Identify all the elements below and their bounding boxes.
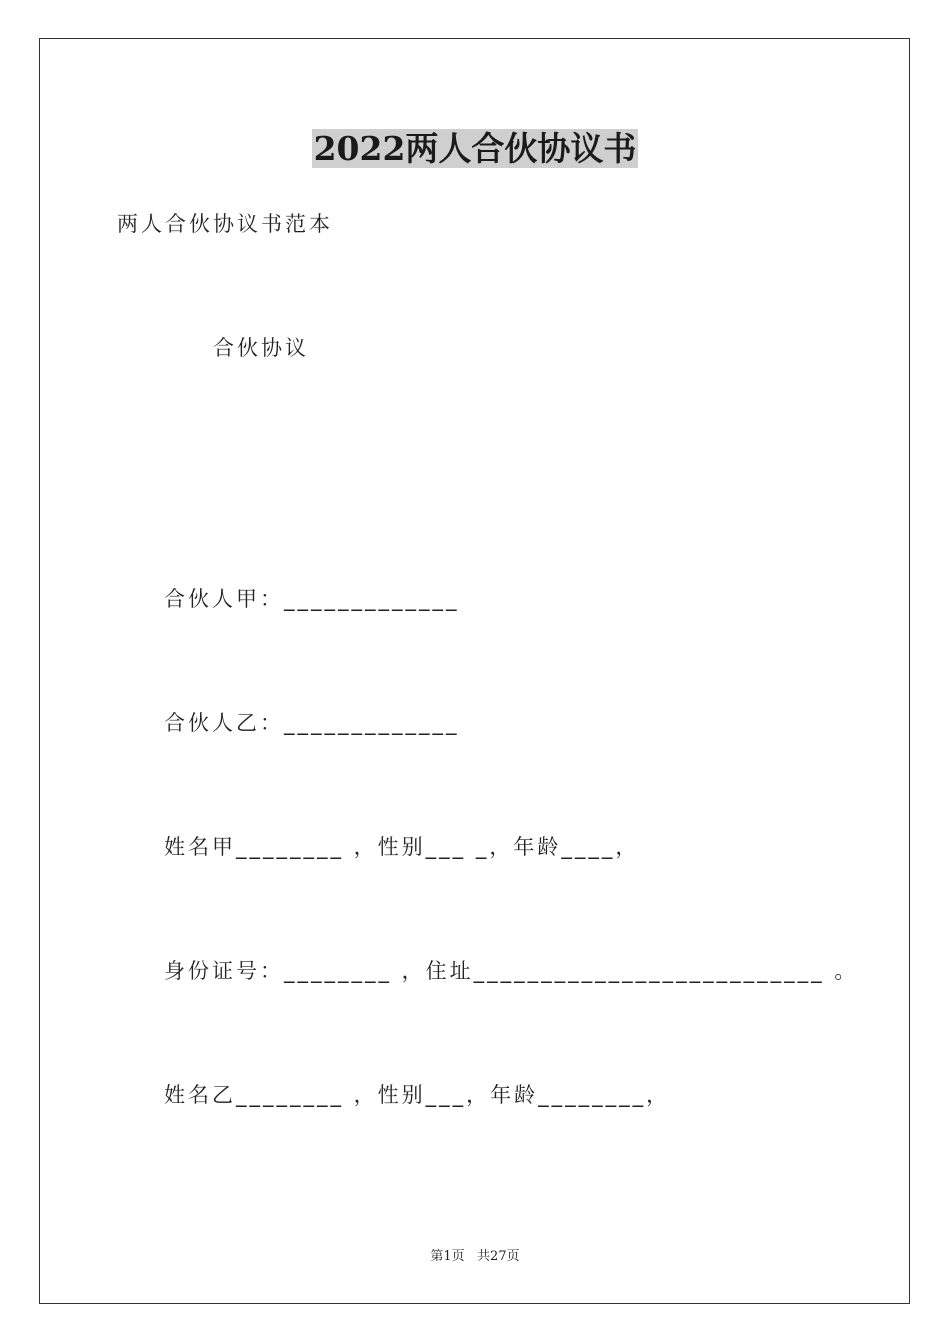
section-heading: 合伙协议 xyxy=(213,336,309,360)
page-number-footer: 第1页 共27页 xyxy=(430,1249,520,1264)
partner-b-line: 合伙人乙：_____________ xyxy=(164,711,460,735)
partner-a-line: 合伙人甲：_____________ xyxy=(164,587,460,611)
id-address-line: 身份证号：________ ，住址__________________________ 。 xyxy=(164,959,859,983)
name-a-line: 姓名甲________ ，性别___ _，年龄____， xyxy=(164,835,640,859)
name-b-line: 姓名乙________ ，性别___，年龄________， xyxy=(164,1083,671,1107)
document-subtitle: 两人合伙协议书范本 xyxy=(117,212,333,236)
document-title-text: 2022两人合伙协议书 xyxy=(313,129,637,168)
document-title xyxy=(0,124,950,174)
